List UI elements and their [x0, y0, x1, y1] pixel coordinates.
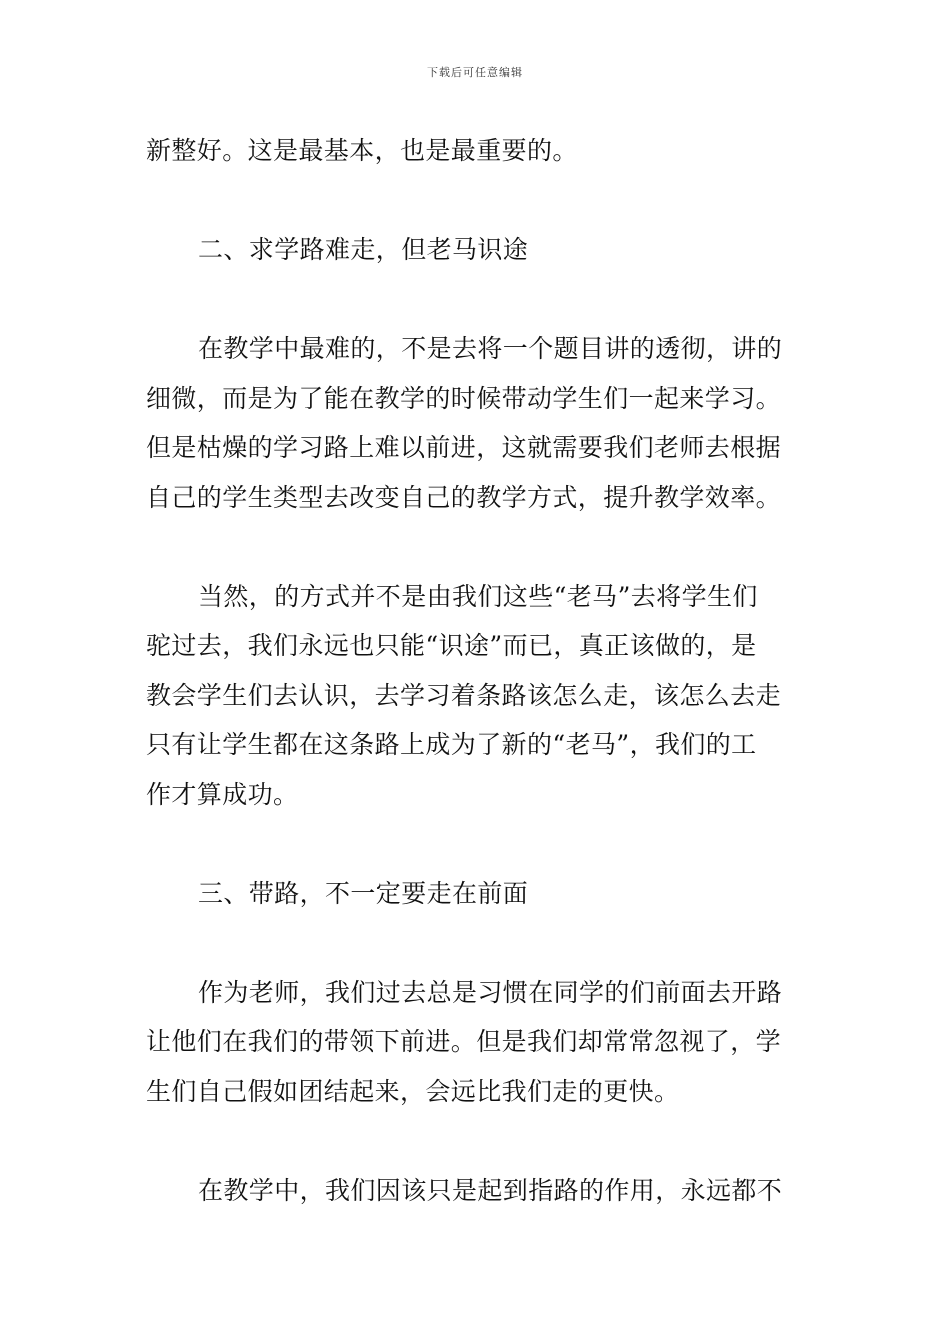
text-line: 自己的学生类型去改变自己的教学方式，提升教学效率。	[146, 482, 782, 512]
section-heading-2	[146, 225, 806, 275]
text-line: 三、带路，不一定要走在前面	[198, 878, 529, 908]
text-line: 让他们在我们的带领下前进。但是我们却常常忽视了，学	[146, 1027, 782, 1056]
text-line: 在教学中最难的，不是去将一个题目讲的透彻，讲的	[198, 334, 783, 363]
text-line: 二、求学路难走，但老马识途	[198, 235, 529, 264]
text-line: 在教学中，我们因该只是起到指路的作用，永远都不	[198, 1175, 783, 1205]
paragraph-guide-role	[146, 1166, 806, 1216]
paragraph-old-horse	[146, 572, 806, 820]
paragraph-gap	[146, 522, 806, 572]
text-line: 新整好。这是最基本，也是最重要的。	[146, 136, 578, 165]
paragraph-gap	[146, 275, 806, 325]
text-line: 作才算成功。	[146, 779, 299, 809]
text-line: 当然，的方式并不是由我们这些“老马”去将学生们	[198, 581, 758, 611]
text-line: 只有让学生都在这条路上成为了新的“老马”，我们的工	[146, 730, 757, 759]
paragraph-gap	[146, 918, 806, 968]
text-line: 作为老师，我们过去总是习惯在同学的们前面去开路	[198, 977, 783, 1007]
text-line: 驼过去，我们永远也只能“识途”而已，真正该做的，是	[146, 631, 757, 660]
section-heading-3	[146, 869, 806, 919]
page-header: 下载后可任意编辑	[427, 66, 523, 79]
paragraph-teaching-difficulty	[146, 324, 806, 522]
text-line: 生们自己假如团结起来，会远比我们走的更快。	[146, 1076, 680, 1106]
paragraph-continuation	[146, 126, 806, 176]
document-body	[146, 126, 806, 1215]
text-line: 细微，而是为了能在教学的时候带动学生们一起来学习。	[146, 383, 782, 413]
paragraph-gap	[146, 819, 806, 869]
paragraph-gap	[146, 1116, 806, 1166]
text-line: 教会学生们去认识，去学习着条路该怎么走，该怎么去走	[146, 680, 782, 710]
paragraph-gap	[146, 176, 806, 226]
text-line: 但是枯燥的学习路上难以前进，这就需要我们老师去根据	[146, 433, 782, 462]
paragraph-as-teacher	[146, 968, 806, 1117]
